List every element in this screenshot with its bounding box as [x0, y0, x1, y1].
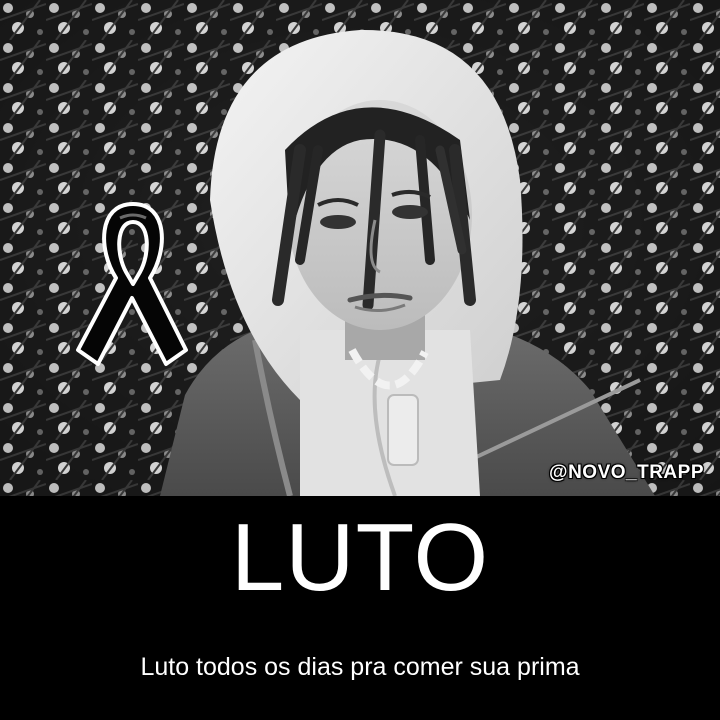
watermark-handle: @NOVO_TRAPP — [549, 462, 704, 483]
mourning-ribbon-icon — [70, 194, 196, 396]
headline-title: LUTO — [230, 504, 490, 611]
caption-text: Luto todos os dias pra comer sua prima — [140, 653, 580, 681]
